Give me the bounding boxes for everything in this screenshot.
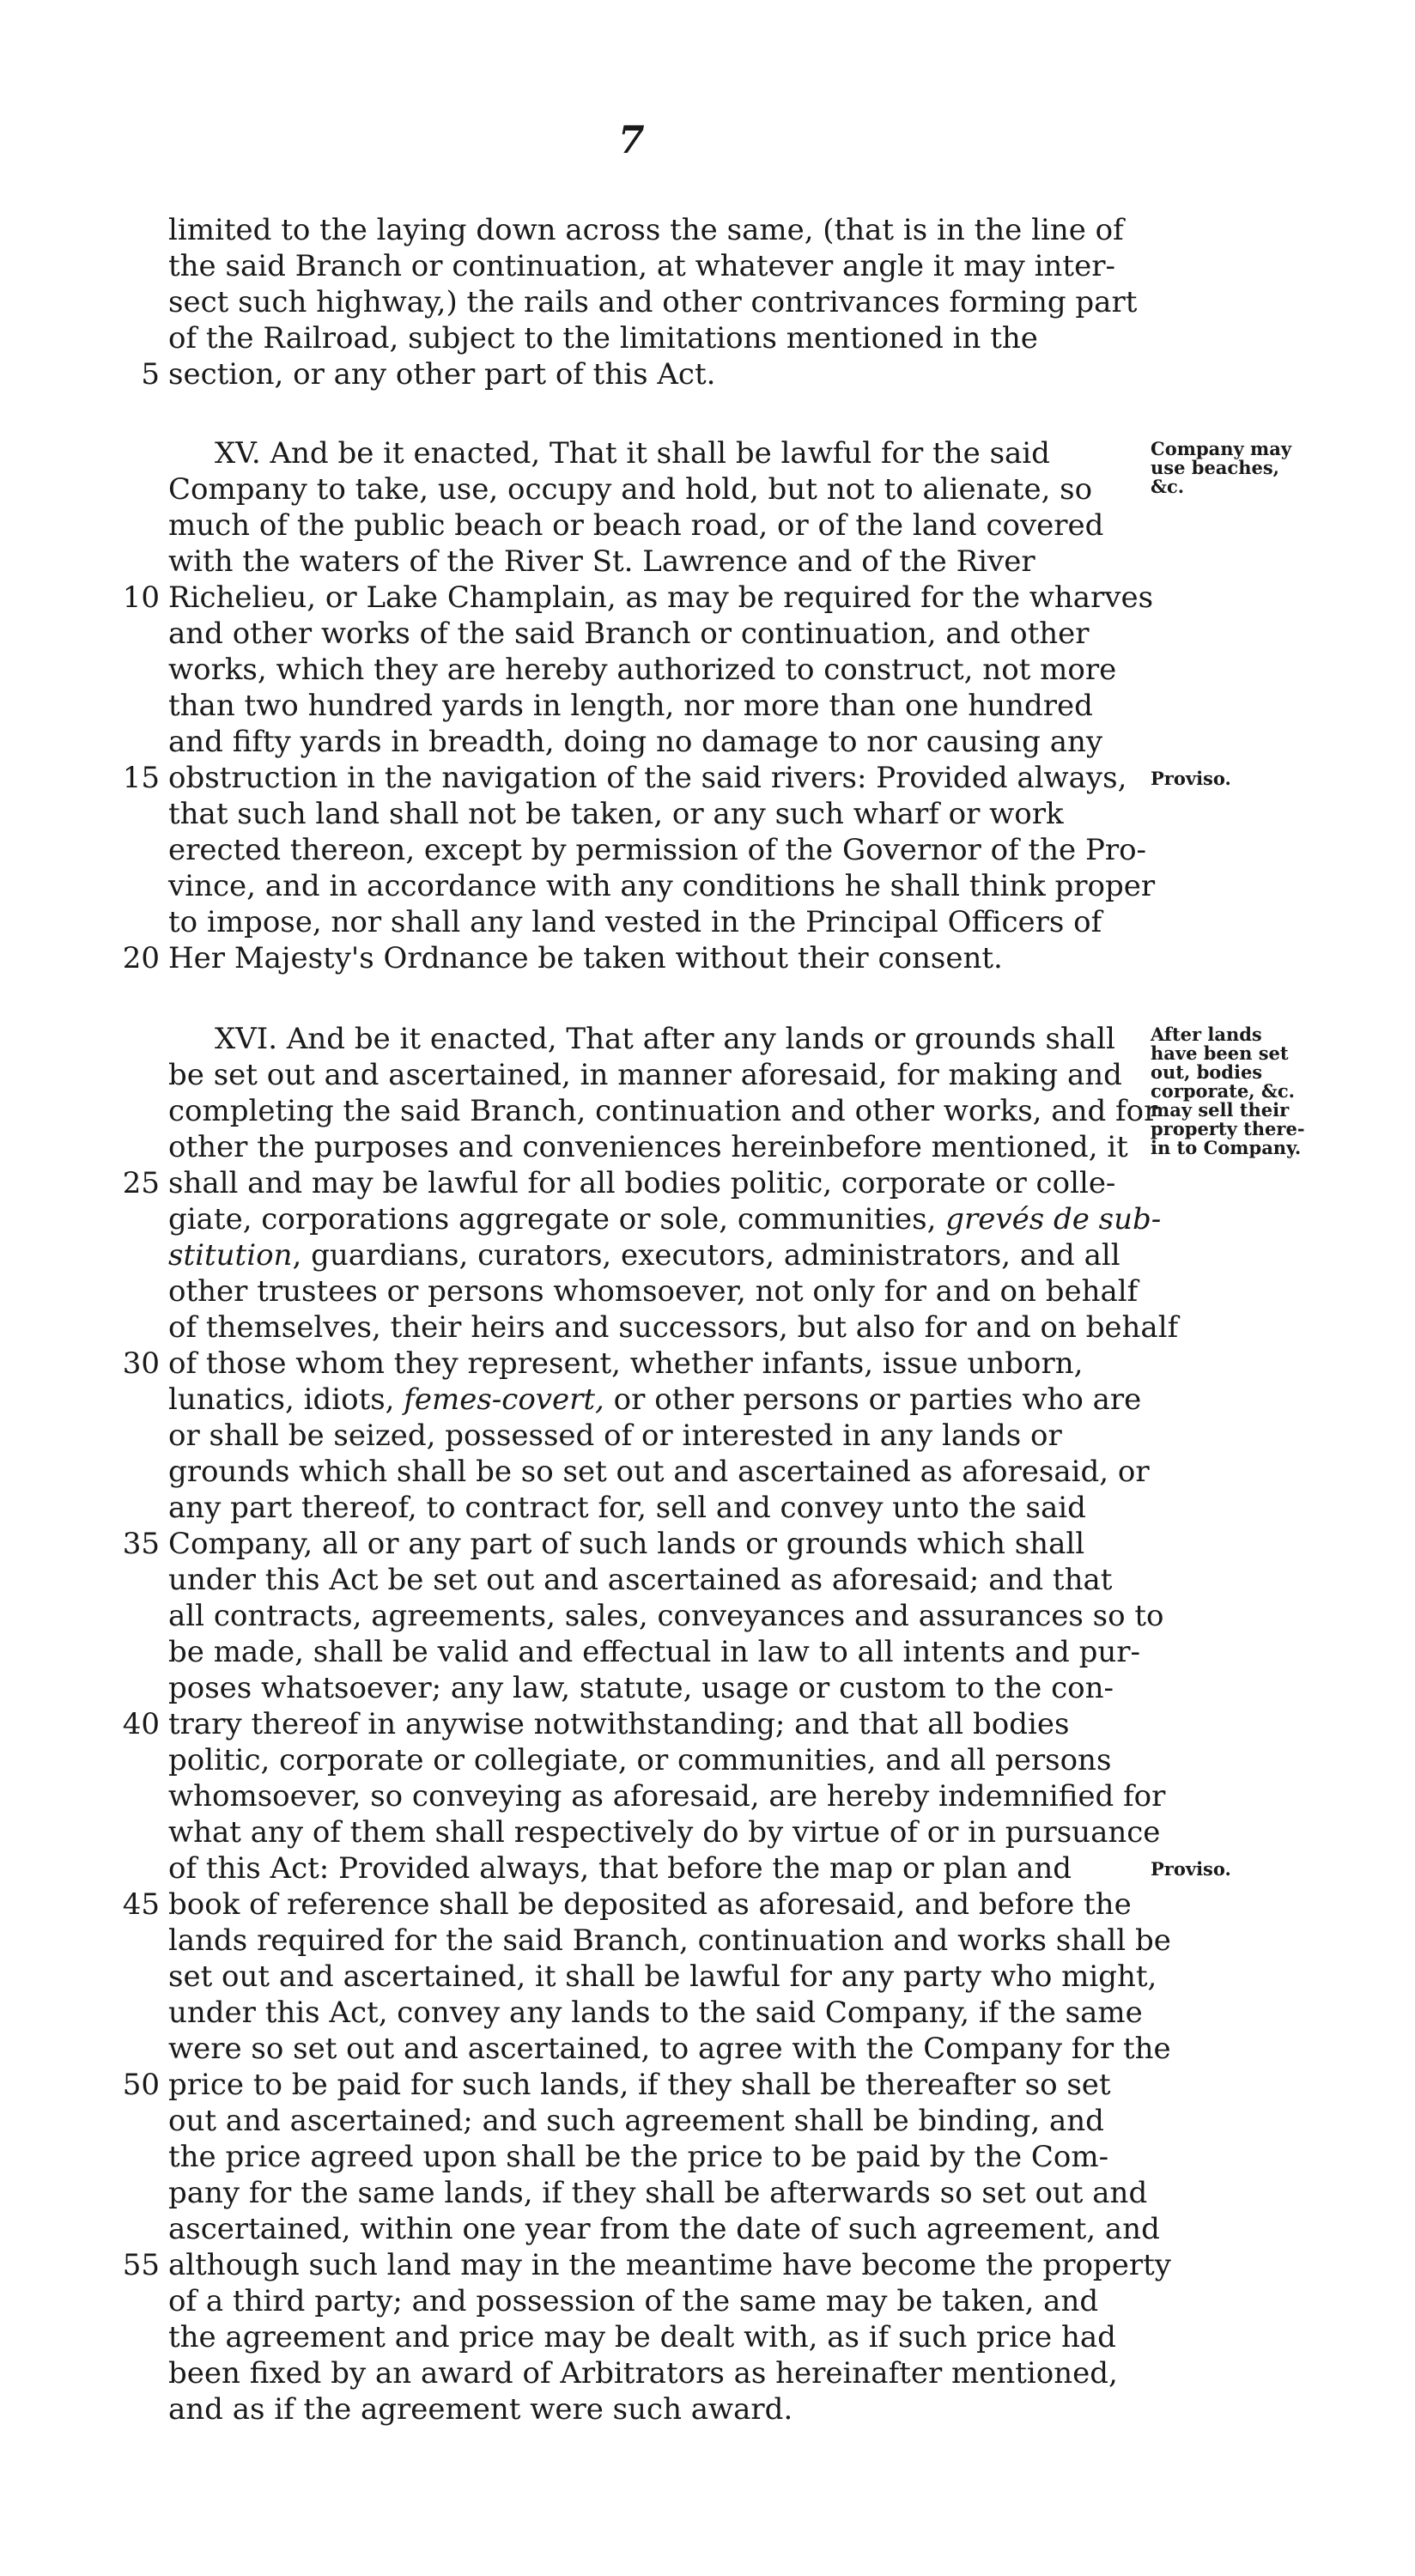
text-line: limited to the laying down across the same, (that is in the line of: [168, 213, 1124, 247]
text-line: of this Act: Provided always, that before the map or plan and: [168, 1851, 1072, 1886]
line-number: 45: [122, 1887, 160, 1922]
line-number: 40: [122, 1707, 160, 1741]
text-line: poses whatsoever; any law, statute, usage or custom to the con-: [168, 1671, 1114, 1705]
text-line: and other works of the said Branch or continuation, and other: [168, 617, 1090, 651]
text-line: Her Majesty's Ordnance be taken without their consent.: [168, 941, 1003, 975]
text-line: ascertained, within one year from the date of such agreement, and: [168, 2212, 1160, 2246]
margin-note: Proviso.: [1151, 1858, 1231, 1880]
italic-phrase: stitution: [168, 1238, 293, 1273]
text-line: XVI. And be it enacted, That after any lands or grounds shall: [168, 1022, 1115, 1056]
text-line: book of reference shall be deposited as aforesaid, and before the: [168, 1887, 1132, 1922]
text-line: other the purposes and conveniences hereinbefore mentioned, it: [168, 1130, 1128, 1164]
text-line: under this Act be set out and ascertained as aforesaid; and that: [168, 1563, 1113, 1597]
text-line: with the waters of the River St. Lawrence and of the River: [168, 544, 1035, 579]
line-number: 55: [122, 2248, 160, 2282]
text-line: out and ascertained; and such agreement shall be binding, and: [168, 2104, 1104, 2138]
line-number: 15: [122, 761, 160, 795]
text-line: shall and may be lawful for all bodies politic, corporate or colle-: [168, 1166, 1116, 1200]
text-line: other trustees or persons whomsoever, not only for and on behalf: [168, 1274, 1139, 1309]
text-line: lunatics, idiots, femes-covert, or other persons or parties who are: [168, 1382, 1142, 1417]
text-line: what any of them shall respectively do by virtue of or in pursuance: [168, 1815, 1161, 1850]
text-line: of the Railroad, subject to the limitations mentioned in the: [168, 321, 1038, 355]
text-line: price to be paid for such lands, if they shall be thereafter so set: [168, 2068, 1111, 2102]
text-line: under this Act, convey any lands to the said Company, if the same: [168, 1996, 1143, 2030]
text-line: giate, corporations aggregate or sole, communities, grevés de sub-: [168, 1202, 1162, 1236]
text-line: be set out and ascertained, in manner aforesaid, for making and: [168, 1058, 1122, 1092]
text-line: that such land shall not be taken, or any such wharf or work: [168, 797, 1064, 831]
line-number: 25: [122, 1166, 160, 1200]
text-line: Company to take, use, occupy and hold, but not to alienate, so: [168, 472, 1093, 507]
margin-note: property there-: [1151, 1118, 1305, 1139]
margin-note: corporate, &c.: [1151, 1080, 1295, 1102]
text-line: the price agreed upon shall be the price to be paid by the Com-: [168, 2140, 1109, 2174]
line-number: 20: [122, 941, 160, 975]
margin-note: Proviso.: [1151, 768, 1231, 789]
text-line: lands required for the said Branch, continuation and works shall be: [168, 1923, 1171, 1958]
text-line: obstruction in the navigation of the said rivers: Provided always,: [168, 761, 1127, 795]
text-line: stitution, guardians, curators, executors, administrators, and all: [168, 1238, 1120, 1273]
text-line: any part thereof, to contract for, sell and convey unto the said: [168, 1491, 1086, 1525]
text-line: of those whom they represent, whether infants, issue unborn,: [168, 1346, 1084, 1381]
margin-note: &c.: [1151, 476, 1185, 497]
line-number: 50: [122, 2068, 160, 2102]
margin-note: have been set: [1151, 1042, 1289, 1064]
text-line: than two hundred yards in length, nor more than one hundred: [168, 689, 1093, 723]
text-line: been fixed by an award of Arbitrators as hereinafter mentioned,: [168, 2356, 1118, 2391]
margin-note: After lands: [1151, 1024, 1262, 1045]
page-number: 7: [618, 118, 645, 162]
text-line: the said Branch or continuation, at whatever angle it may inter-: [168, 249, 1115, 283]
line-number: 10: [122, 580, 160, 615]
text-line: set out and ascertained, it shall be lawful for any party who might,: [168, 1959, 1157, 1994]
text-line: and as if the agreement were such award.: [168, 2392, 793, 2427]
text-line: much of the public beach or beach road, or of the land covered: [168, 508, 1104, 543]
text-line: politic, corporate or collegiate, or communities, and all persons: [168, 1743, 1112, 1777]
text-line: works, which they are hereby authorized to construct, not more: [168, 653, 1117, 687]
margin-note: Company may: [1151, 438, 1292, 459]
text-line: all contracts, agreements, sales, conveyances and assurances so to: [168, 1599, 1164, 1633]
text-line: or shall be seized, possessed of or interested in any lands or: [168, 1419, 1062, 1453]
text-line: erected thereon, except by permission of the Governor of the Pro-: [168, 833, 1147, 867]
margin-note: may sell their: [1151, 1099, 1290, 1121]
text-line: whomsoever, so conveying as aforesaid, are hereby indemnified for: [168, 1779, 1166, 1814]
text-line: were so set out and ascertained, to agree with the Company for the: [168, 2032, 1171, 2066]
line-number: 5: [141, 357, 160, 392]
line-number: 35: [122, 1527, 160, 1561]
text-line: vince, and in accordance with any conditions he shall think proper: [168, 869, 1156, 903]
text-line: to impose, nor shall any land vested in the Principal Officers of: [168, 905, 1102, 939]
text-line: the agreement and price may be dealt with, as if such price had: [168, 2320, 1116, 2354]
text-line: Company, all or any part of such lands or grounds which shall: [168, 1527, 1085, 1561]
margin-note: use beaches,: [1151, 457, 1279, 478]
text-line: section, or any other part of this Act.: [168, 357, 716, 392]
text-line: trary thereof in anywise notwithstanding; and that all bodies: [168, 1707, 1070, 1741]
text-line: of a third party; and possession of the same may be taken, and: [168, 2284, 1099, 2318]
text-line: completing the said Branch, continuation and other works, and for: [168, 1094, 1158, 1128]
text-line: of themselves, their heirs and successors, but also for and on behalf: [168, 1310, 1179, 1345]
text-line: although such land may in the meantime have become the property: [168, 2248, 1171, 2282]
text-line: Richelieu, or Lake Champlain, as may be required for the wharves: [168, 580, 1154, 615]
text-line: pany for the same lands, if they shall be afterwards so set out and: [168, 2176, 1148, 2210]
italic-phrase: femes-covert,: [404, 1382, 604, 1417]
text-line: grounds which shall be so set out and ascertained as aforesaid, or: [168, 1455, 1150, 1489]
margin-note: out, bodies: [1151, 1061, 1263, 1083]
italic-phrase: grevés de sub-: [945, 1202, 1162, 1236]
text-line: be made, shall be valid and effectual in law to all intents and pur-: [168, 1635, 1140, 1669]
margin-note: in to Company.: [1151, 1137, 1302, 1158]
text-line: sect such highway,) the rails and other contrivances forming part: [168, 285, 1138, 319]
text-line: and fifty yards in breadth, doing no damage to nor causing any: [168, 725, 1103, 759]
text-line: XV. And be it enacted, That it shall be lawful for the said: [168, 436, 1050, 471]
line-number: 30: [122, 1346, 160, 1381]
